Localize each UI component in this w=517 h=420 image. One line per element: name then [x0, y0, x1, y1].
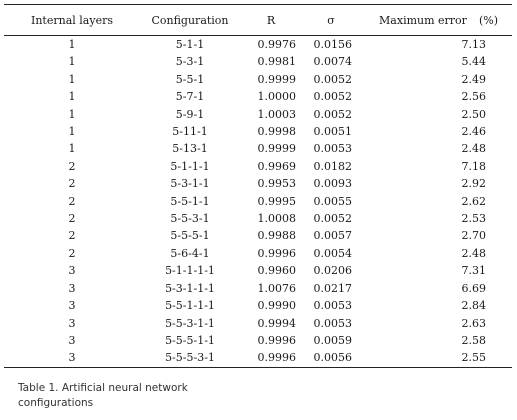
cell-configuration: 5-5-1	[175, 72, 205, 86]
cell-r: 0.9996	[240, 349, 302, 367]
cell-internal-layers: 1	[68, 125, 76, 139]
cell-r: 1.0000	[257, 90, 296, 104]
table-row	[4, 297, 512, 314]
cell-maximum-error: 2.62	[461, 194, 486, 208]
table-row	[4, 88, 512, 105]
cell-internal-layers: 3	[68, 316, 76, 330]
header-maximum-error-label: Maximum error	[379, 13, 467, 27]
table-row	[4, 315, 512, 332]
table-header	[4, 5, 512, 36]
cell-configuration: 5-11-1	[172, 125, 208, 139]
table-row	[4, 280, 512, 297]
cell-r: 0.9953	[257, 177, 296, 191]
cell-configuration: 5-3-1-1	[170, 177, 210, 191]
cell-sigma: 0.0053	[313, 299, 352, 313]
table-row	[4, 71, 512, 88]
cell-configuration: 5-7-1	[175, 90, 205, 104]
cell-internal-layers: 2	[68, 212, 76, 226]
cell-sigma: 0.0052	[313, 212, 352, 226]
header-internal-layers: Internal layers	[4, 5, 140, 36]
cell-sigma: 0.0156	[313, 38, 352, 51]
cell-internal-layers: 3	[68, 281, 76, 295]
cell-r: 1.0076	[257, 281, 296, 295]
table-row	[4, 227, 512, 244]
cell-r: 0.9990	[257, 299, 296, 313]
table-row	[4, 262, 512, 279]
cell-configuration: 5-5-5-3-1	[140, 349, 240, 367]
cell-internal-layers: 3	[4, 349, 140, 367]
cell-configuration: 5-3-1	[175, 55, 205, 69]
cell-sigma: 0.0052	[313, 90, 352, 104]
cell-sigma: 0.0217	[313, 281, 352, 295]
cell-r: 0.9999	[257, 142, 296, 156]
cell-configuration: 5-1-1	[175, 38, 205, 51]
cell-configuration: 5-5-1-1-1	[165, 299, 215, 313]
cell-sigma: 0.0053	[313, 142, 352, 156]
cell-maximum-error: 2.48	[461, 142, 486, 156]
cell-r: 0.9999	[257, 72, 296, 86]
cell-maximum-error: 2.48	[461, 246, 486, 260]
table-row	[4, 53, 512, 70]
cell-configuration: 5-5-1-1	[170, 194, 210, 208]
cell-r: 0.9998	[257, 125, 296, 139]
cell-internal-layers: 1	[68, 107, 76, 121]
cell-r: 0.9996	[257, 333, 296, 347]
cell-sigma: 0.0074	[313, 55, 352, 69]
cell-maximum-error: 2.70	[461, 229, 486, 243]
cell-r: 1.0008	[257, 212, 296, 226]
cell-sigma: 0.0055	[313, 194, 352, 208]
header-configuration: Configuration	[140, 5, 240, 36]
table-row	[4, 210, 512, 227]
cell-internal-layers: 3	[68, 264, 76, 278]
cell-sigma: 0.0052	[313, 72, 352, 86]
cell-sigma: 0.0182	[313, 159, 352, 173]
cell-maximum-error: 2.55	[360, 349, 512, 367]
cell-maximum-error: 2.46	[461, 125, 486, 139]
header-maximum-error	[360, 5, 512, 36]
cell-maximum-error: 2.92	[461, 177, 486, 191]
cell-configuration: 5-1-1-1	[170, 159, 210, 173]
cell-configuration: 5-3-1-1-1	[165, 281, 215, 295]
cell-r: 0.9988	[257, 229, 296, 243]
table-row	[4, 123, 512, 140]
table-row	[4, 349, 512, 367]
table-row	[4, 158, 512, 175]
cell-internal-layers: 3	[68, 333, 76, 347]
cell-internal-layers: 2	[68, 246, 76, 260]
cell-maximum-error: 2.50	[461, 107, 486, 121]
cell-r: 1.0003	[257, 107, 296, 121]
table-row	[4, 36, 512, 54]
cell-internal-layers: 1	[68, 38, 76, 51]
header-row	[4, 5, 512, 36]
cell-internal-layers: 3	[68, 299, 76, 313]
table-row	[4, 106, 512, 123]
ann-configurations-table	[4, 4, 512, 368]
cell-internal-layers: 2	[68, 159, 76, 173]
cell-maximum-error: 5.44	[461, 55, 486, 69]
cell-maximum-error: 2.58	[461, 333, 486, 347]
cell-r: 0.9994	[257, 316, 296, 330]
cell-internal-layers: 1	[68, 142, 76, 156]
table-caption: Table 1. Artificial neural network configurations	[18, 382, 188, 409]
cell-maximum-error: 2.53	[461, 212, 486, 226]
cell-maximum-error: 2.56	[461, 90, 486, 104]
cell-internal-layers: 2	[68, 177, 76, 191]
table-row	[4, 175, 512, 192]
cell-r: 0.9981	[257, 55, 296, 69]
cell-internal-layers: 2	[68, 194, 76, 208]
cell-r: 0.9995	[257, 194, 296, 208]
cell-configuration: 5-6-4-1	[170, 246, 210, 260]
cell-sigma: 0.0052	[313, 107, 352, 121]
table-row	[4, 193, 512, 210]
cell-maximum-error: 2.49	[461, 72, 486, 86]
cell-maximum-error: 7.18	[461, 159, 486, 173]
cell-configuration: 5-5-5-1	[170, 229, 210, 243]
cell-internal-layers: 2	[68, 229, 76, 243]
cell-configuration: 5-13-1	[172, 142, 208, 156]
cell-sigma: 0.0054	[313, 246, 352, 260]
cell-sigma: 0.0056	[302, 349, 360, 367]
cell-configuration: 5-5-3-1-1	[165, 316, 215, 330]
cell-sigma: 0.0093	[313, 177, 352, 191]
cell-r: 0.9976	[257, 38, 296, 51]
cell-internal-layers: 1	[68, 55, 76, 69]
cell-maximum-error: 2.84	[461, 299, 486, 313]
cell-sigma: 0.0053	[313, 316, 352, 330]
header-sigma: σ	[302, 5, 360, 36]
table-row	[4, 245, 512, 262]
cell-maximum-error: 6.69	[461, 281, 486, 295]
table-row	[4, 140, 512, 157]
cell-configuration: 5-5-5-1-1	[165, 333, 215, 347]
cell-configuration: 5-9-1	[175, 107, 205, 121]
cell-maximum-error: 7.31	[461, 264, 486, 278]
header-maximum-error-unit: (%)	[478, 13, 498, 27]
cell-configuration: 5-1-1-1-1	[165, 264, 215, 278]
cell-sigma: 0.0057	[313, 229, 352, 243]
cell-r: 0.9996	[257, 246, 296, 260]
table-row	[4, 332, 512, 349]
cell-configuration: 5-5-3-1	[170, 212, 210, 226]
cell-sigma: 0.0059	[313, 333, 352, 347]
cell-r: 0.9960	[257, 264, 296, 278]
results-table-container	[4, 4, 512, 368]
cell-maximum-error: 2.63	[461, 316, 486, 330]
header-r: R	[240, 5, 302, 36]
cell-internal-layers: 1	[68, 72, 76, 86]
table-body	[4, 36, 512, 368]
cell-sigma: 0.0051	[313, 125, 352, 139]
cell-sigma: 0.0206	[313, 264, 352, 278]
cell-internal-layers: 1	[68, 90, 76, 104]
cell-r: 0.9969	[257, 159, 296, 173]
cell-maximum-error: 7.13	[461, 38, 486, 51]
